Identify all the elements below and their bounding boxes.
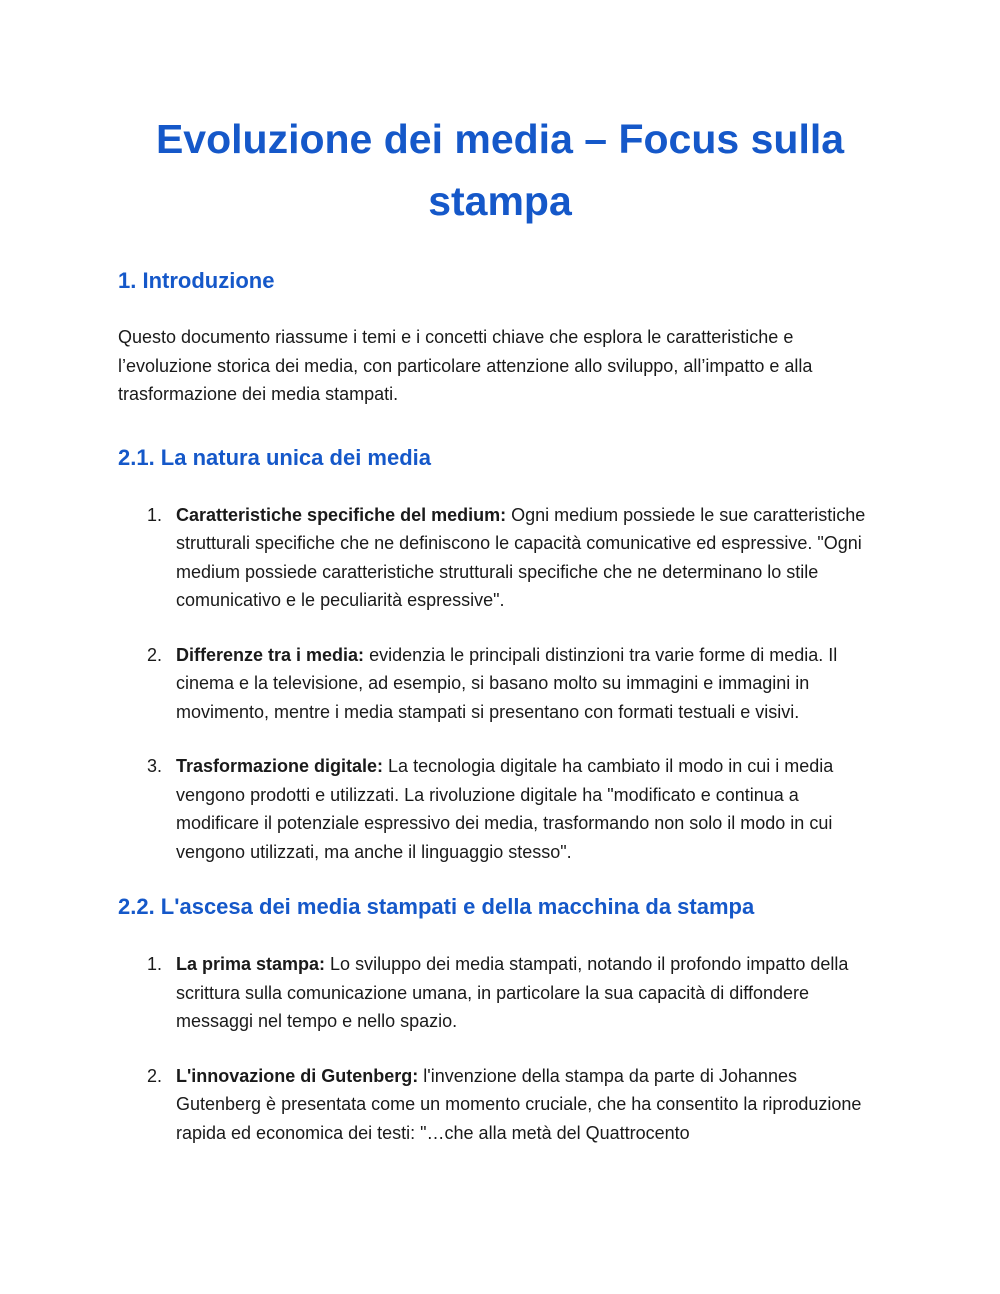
- list-item: [118, 501, 882, 615]
- section-heading-natura-media: 2.1. La natura unica dei media: [118, 444, 431, 470]
- list-item-number: 3.: [147, 756, 163, 776]
- list-item: [118, 1062, 882, 1148]
- list-item-text: Ogni medium possiede le sue caratteristiche strutturali specifiche che ne definiscono le capacità comunicative ed espressive. "Ogni medium possiede caratteristiche strutturali specifiche che ne determinano lo stile comunicativo e le peculiarità espressive".: [176, 504, 866, 610]
- list-item-text: Lo sviluppo dei media stampati, notando il profondo impatto della scrittura sulla comunicazione umana, in particolare la sua capacità di diffondere messaggi nel tempo e nello spazio.: [176, 954, 849, 1031]
- list-natura-media: [118, 501, 882, 867]
- list-item-term: Caratteristiche specifiche del medium:: [176, 504, 507, 525]
- list-item-number: 1.: [147, 504, 163, 525]
- list-item-number: 2.: [147, 644, 163, 665]
- list-item: [118, 641, 882, 727]
- list-item-term: Trasformazione digitale:: [176, 756, 384, 776]
- list-item-text: l'invenzione della stampa da parte di Johannes Gutenberg è presentata come un momento cruciale, che ha consentito la riproduzione rapida ed economica dei testi: "…che alla metà del Quattrocento: [176, 1065, 862, 1143]
- section-heading-media-stampati: 2.2. L'ascesa dei media stampati e della macchina da stampa: [118, 894, 755, 919]
- list-item-number: 1.: [147, 954, 163, 974]
- list-item-number: 2.: [147, 1065, 163, 1086]
- list-item-term: La prima stampa:: [176, 954, 326, 974]
- intro-paragraph: Questo documento riassume i temi e i concetti chiave che esplora le caratteristiche e l’evoluzione storica dei media, con particolare attenzione allo sviluppo, all’impatto e alla trasformazione dei media stampati.: [118, 327, 813, 404]
- list-item: [118, 752, 882, 866]
- list-item-text: evidenzia le principali distinzioni tra varie forme di media. Il cinema e la televisione, ad esempio, si basano molto su immagini e immagini in movimento, mentre i media stampati si presentano con formati testuali e visivi.: [176, 644, 838, 722]
- list-item: [118, 950, 882, 1036]
- section-heading-introduzione: 1. Introduzione: [118, 268, 275, 293]
- list-media-stampati: [118, 950, 882, 1147]
- document-title: Evoluzione dei media – Focus sulla stampa: [155, 116, 845, 224]
- list-item-term: Differenze tra i media:: [176, 644, 365, 665]
- list-item-term: L'innovazione di Gutenberg:: [176, 1065, 419, 1086]
- list-item-text: La tecnologia digitale ha cambiato il modo in cui i media vengono prodotti e utilizzati. La rivoluzione digitale ha "modificato e continua a modificare il potenziale espressivo dei media, trasformando non solo il modo in cui vengono utilizzati, ma anche il linguaggio stesso".: [176, 756, 834, 862]
- document-page: [118, 108, 882, 1147]
